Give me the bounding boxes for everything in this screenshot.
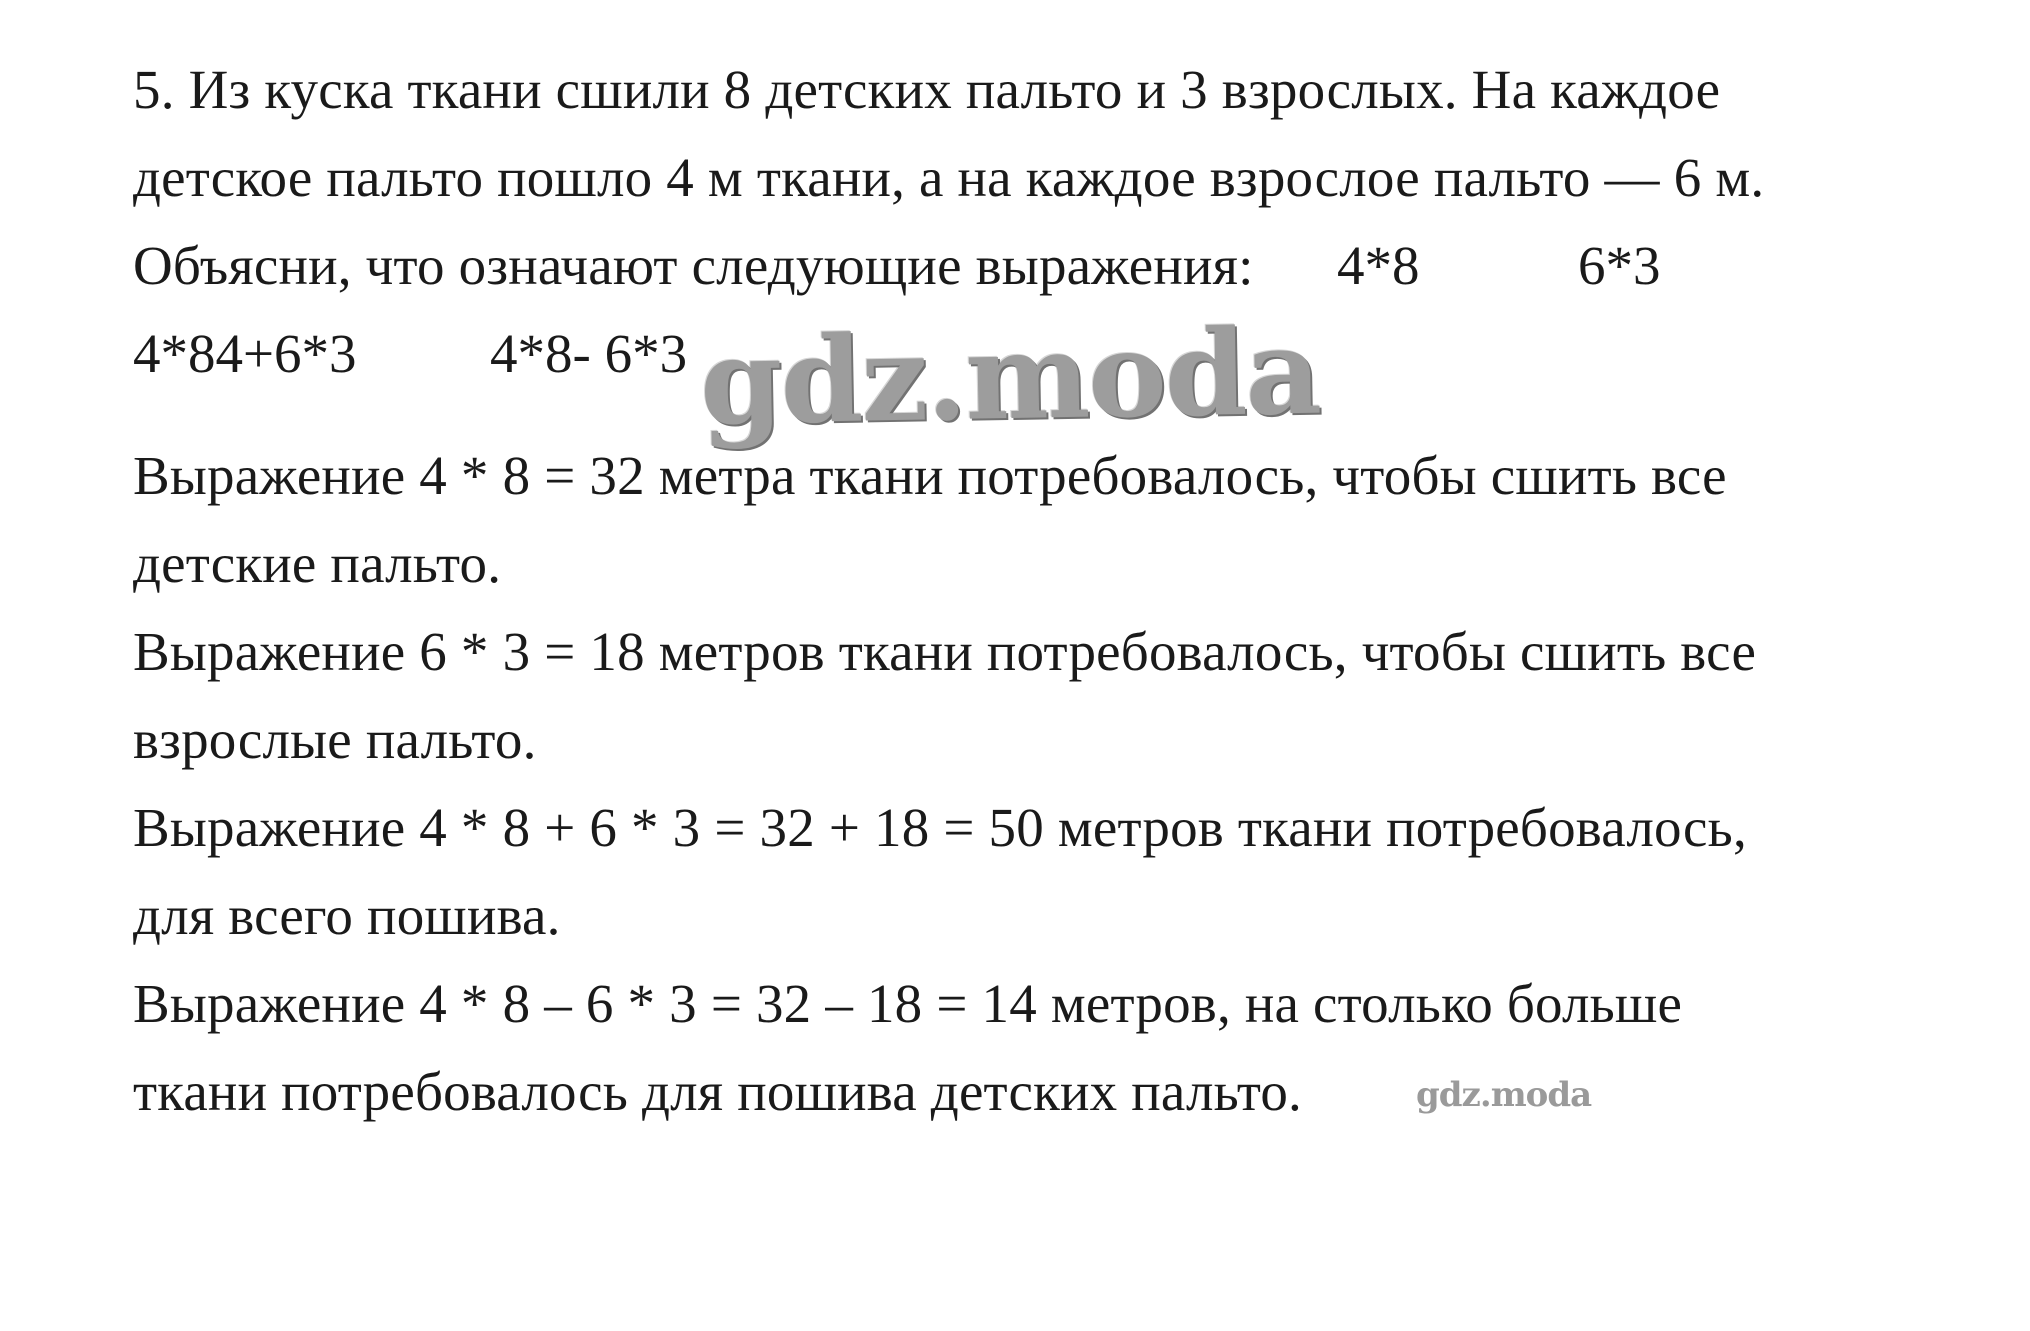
answer-line-5: Выражение 4 * 8 + 6 * 3 = 32 + 18 = 50 метров ткани потребовалось, — [133, 797, 1747, 858]
answer-line-1: Выражение 4 * 8 = 32 метра ткани потребовалось, чтобы сшить все — [133, 445, 1727, 506]
expression-3: 4*84+6*3 — [133, 323, 357, 384]
watermark-logo-small: gdz.moda — [1416, 1075, 1592, 1115]
answer-line-4: взрослые пальто. — [133, 709, 537, 770]
expression-2: 6*3 — [1578, 235, 1661, 296]
expression-4: 4*8- 6*3 — [490, 323, 688, 384]
expression-1: 4*8 — [1337, 235, 1420, 296]
task-line-2: детское пальто пошло 4 м ткани, а на каждое взрослое пальто — 6 м. — [133, 147, 1765, 208]
answer-line-3: Выражение 6 * 3 = 18 метров ткани потребовалось, чтобы сшить все — [133, 621, 1757, 682]
task-line-3-label: Объясни, что означают следующие выражения: — [133, 235, 1254, 296]
answer-line-7: Выражение 4 * 8 – 6 * 3 = 32 – 18 = 14 метров, на столько больше — [133, 973, 1683, 1034]
watermark-logo-large: gdz.moda — [698, 301, 1321, 452]
answer-line-8: ткани потребовалось для пошива детских пальто. — [133, 1061, 1303, 1122]
task-line-1: 5. Из куска ткани сшили 8 детских пальто и 3 взрослых. На каждое — [133, 59, 1721, 120]
answer-line-6: для всего пошива. — [133, 885, 561, 946]
answer-line-2: детские пальто. — [133, 533, 502, 594]
